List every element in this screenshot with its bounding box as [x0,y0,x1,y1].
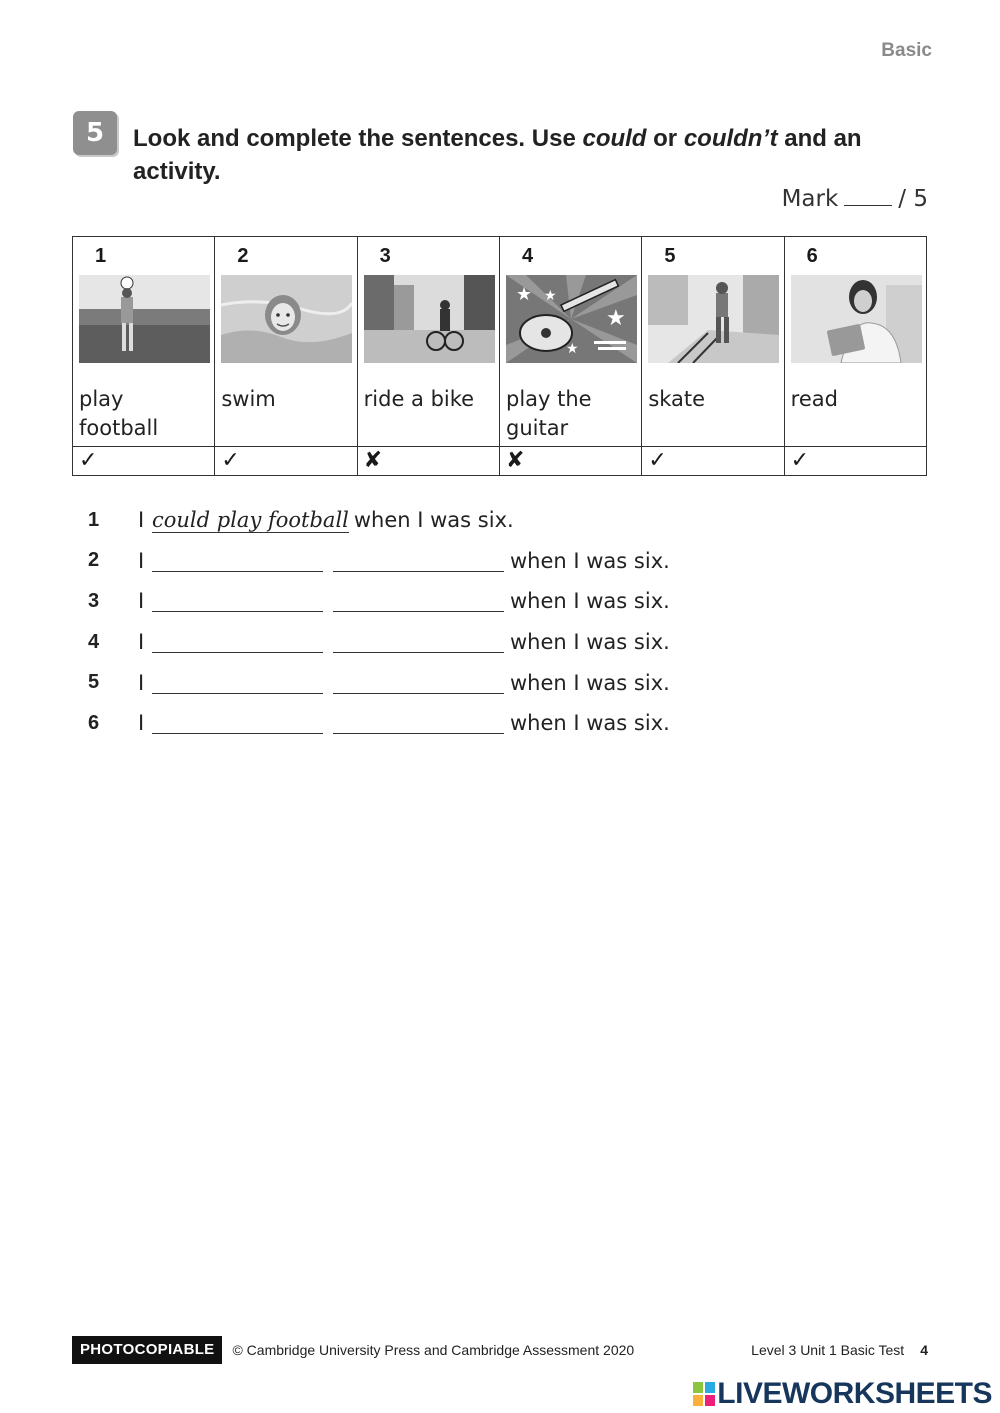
activity-number: 4 [521,245,534,267]
activity-number: 3 [379,245,391,267]
sentence-ending: when I was six. [510,630,670,655]
photocopiable-label: PHOTOCOPIABLE [72,1336,222,1364]
reading-photo [791,275,922,363]
activity-blank[interactable] [333,712,504,734]
test-name: Level 3 Unit 1 Basic Test [751,1342,905,1358]
mark-label: Mark [781,186,839,212]
activity-cell-2 [215,237,357,447]
sentence-subject: I [138,548,145,573]
sentence-list [88,500,788,744]
sentence-row-5 [88,662,788,703]
activity-cell-4 [499,237,641,447]
activity-blank[interactable] [333,590,504,612]
activity-label: ride a bike [363,387,475,411]
activity-label: read [790,387,838,411]
liveworksheets-logo-icon [693,1382,715,1406]
guitar-picture [506,275,637,363]
could-blank[interactable] [152,590,323,612]
sentence-row-3 [88,581,788,622]
sentence-number: 2 [88,549,100,572]
svg-text:★: ★ [515,284,533,305]
football-photo [79,275,210,363]
sentence-number: 6 [88,711,100,734]
could-blank[interactable] [152,712,323,734]
tick-mark: ✓ [784,447,926,476]
sentence-ending: when I was six. [353,508,514,533]
mark-blank[interactable] [844,186,892,206]
cross-mark: ✘ [357,447,499,476]
activity-label: swim [221,387,276,411]
watermark-text: LIVEWORKSHEETS [717,1377,992,1410]
exercise-number-badge: 5 [73,111,117,155]
sentence-number: 3 [88,589,100,612]
sentence-ending: when I was six. [510,711,670,736]
could-blank[interactable] [152,550,323,572]
sentence-subject: I [138,508,145,533]
could-blank[interactable] [152,672,323,694]
tick-mark: ✓ [73,447,215,476]
activity-number: 5 [664,245,676,267]
activity-label: skate [648,387,706,411]
example-answer: could play football [152,507,349,532]
activity-label: play the guitar [505,387,592,440]
page-footer [72,1336,928,1364]
could-blank[interactable] [152,631,323,653]
sentence-ending: when I was six. [510,670,670,695]
sentence-row-2 [88,541,788,582]
activity-blank[interactable] [333,550,504,572]
activity-cell-3 [357,237,499,447]
sentence-row-6 [88,703,788,744]
sentence-subject: I [138,670,145,695]
sentence-subject: I [138,630,145,655]
sentence-subject: I [138,711,145,736]
page-number: 4 [920,1342,928,1358]
sentence-subject: I [138,589,145,614]
level-tag: Basic [881,40,932,61]
sentence-number: 5 [88,671,100,694]
mark-score [782,186,928,212]
tick-mark: ✓ [215,447,357,476]
activities-table [72,236,927,476]
activity-cell-6 [784,237,926,447]
skating-photo [648,275,779,363]
sentence-number: 1 [88,508,100,531]
activity-cell-1 [73,237,215,447]
sentence-ending: when I was six. [510,548,670,573]
sentence-row-1 [88,500,788,541]
sentence-ending: when I was six. [510,589,670,614]
activity-number: 2 [237,245,249,267]
activity-cell-5 [642,237,784,447]
svg-text:★: ★ [565,341,579,357]
sentence-row-4 [88,622,788,663]
exercise-instruction: Look and complete the sentences. Use could or couldn’t and an activity. [133,125,862,185]
tick-mark: ✓ [642,447,784,476]
activity-number: 1 [95,245,107,267]
bike-photo [364,275,495,363]
svg-text:★: ★ [605,306,626,331]
activity-blank[interactable] [333,631,504,653]
liveworksheets-watermark [693,1377,992,1411]
cross-mark: ✘ [499,447,641,476]
mark-total: / 5 [898,186,928,212]
sentence-number: 4 [88,630,100,653]
activity-blank[interactable] [333,672,504,694]
svg-text:★: ★ [543,288,557,304]
activity-label: play football [79,387,159,440]
activity-number: 6 [806,245,818,267]
copyright-text: © Cambridge University Press and Cambridge Assessment 2020 [232,1342,635,1358]
swimming-photo [221,275,352,363]
